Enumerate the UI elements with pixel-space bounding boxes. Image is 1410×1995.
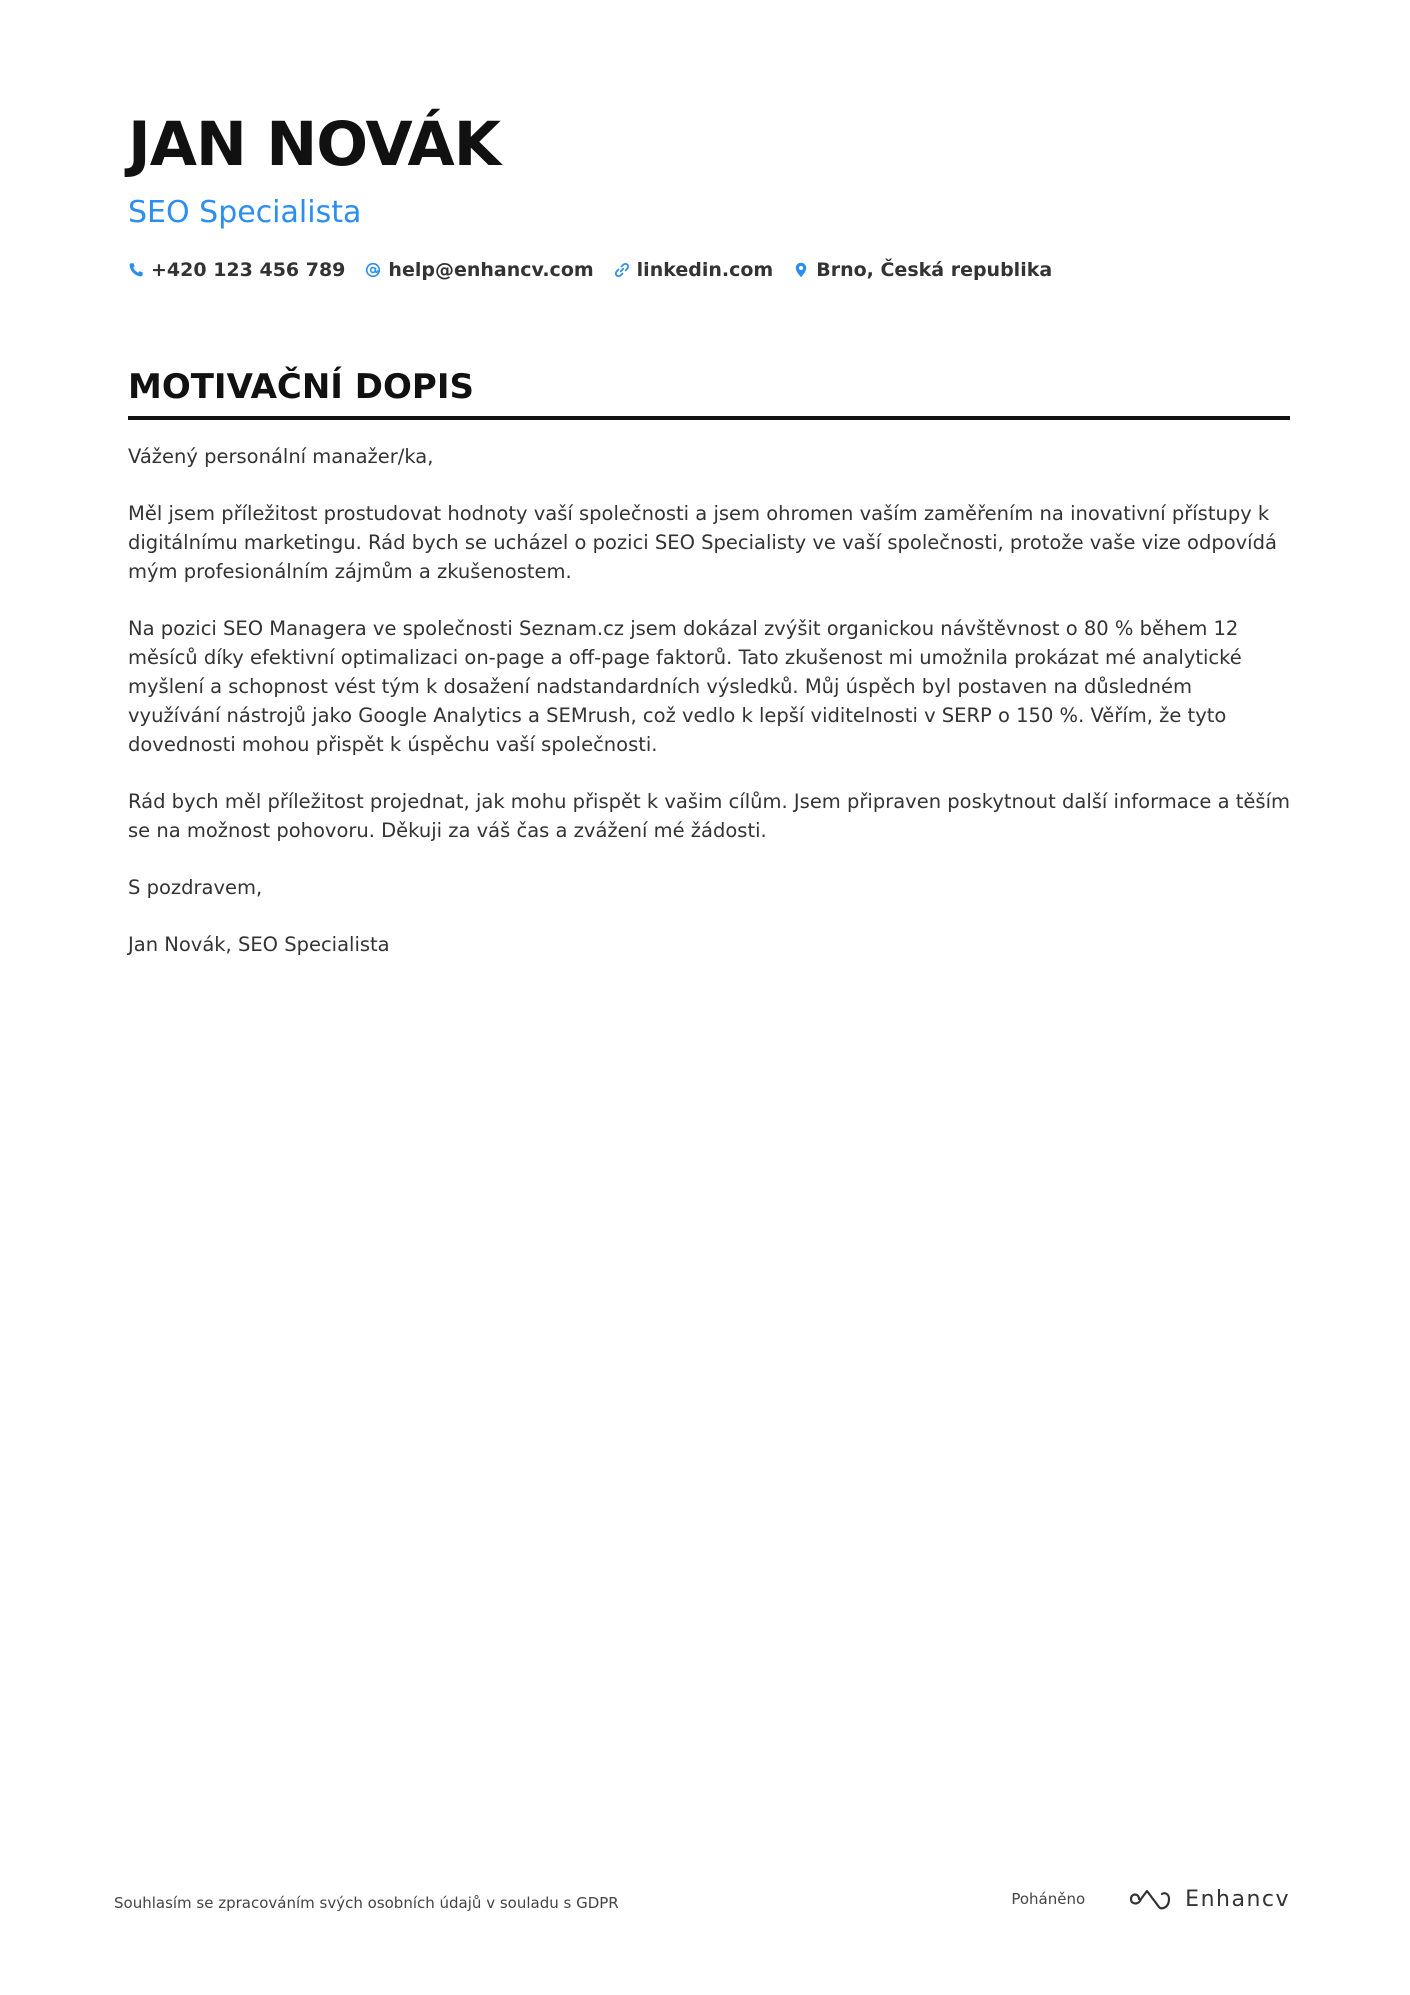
contact-bar <box>128 259 1290 281</box>
contact-linkedin[interactable] <box>614 259 774 281</box>
letter-signature: Jan Novák, SEO Specialista <box>128 933 390 956</box>
cover-letter-section <box>128 363 1290 987</box>
contact-location-text: Brno, Česká republika <box>816 259 1053 281</box>
contact-email-text: help@enhancv.com <box>388 259 594 281</box>
candidate-role: SEO Specialista <box>128 195 362 230</box>
at-icon <box>365 262 381 278</box>
enhancv-logo-icon <box>1127 1886 1173 1912</box>
header <box>128 105 1290 281</box>
powered-by-label: Poháněno <box>1011 1890 1086 1908</box>
contact-phone-text: +420 123 456 789 <box>151 259 346 281</box>
contact-location <box>793 259 1052 281</box>
letter-paragraph-2: Na pozici SEO Managera ve společnosti Seznam.cz jsem dokázal zvýšit organickou návštěvnost o 80 % během 12 měsíců díky efektivní optimalizaci on-page a off-page faktorů. Tato zkušenost mi umožnila prokázat mé analytické myšlení a schopnost vést tým k dosažení nadstandardních výsledků. Můj úspěch byl postaven na důsledném využívání nástrojů jako Google Analytics a SEMrush, což vedlo k lepší viditelnosti v SERP o 150 %. Věřím, že tyto dovednosti mohou přispět k úspěchu vaší společnosti. <box>128 617 1242 756</box>
section-divider <box>128 416 1290 420</box>
letter-greeting: Vážený personální manažer/ka, <box>128 445 434 468</box>
letter-closing: S pozdravem, <box>128 876 263 899</box>
letter-paragraph-3: Rád bych měl příležitost projednat, jak mohu přispět k vašim cílům. Jsem připraven poskytnout další informace a těším se na možnost pohovoru. Děkuji za váš čas a zvážení mé žádosti. <box>128 790 1290 842</box>
enhancv-brand[interactable] <box>1127 1886 1290 1912</box>
location-pin-icon <box>793 262 809 278</box>
phone-icon <box>128 262 144 278</box>
letter-paragraph-1: Měl jsem příležitost prostudovat hodnoty vaší společnosti a jsem ohromen vaším zaměřením na inovativní přístupy k digitálnímu marketingu. Rád bych se ucházel o pozici SEO Specialisty ve vaší společnosti, protože vaše vize odpovídá mým profesionálním zájmům a zkušenostem. <box>128 502 1277 583</box>
candidate-name: JAN NOVÁK <box>128 109 501 180</box>
link-icon <box>614 262 630 278</box>
contact-phone <box>128 259 345 281</box>
contact-email[interactable] <box>365 259 593 281</box>
contact-linkedin-text: linkedin.com <box>636 259 774 281</box>
section-title: MOTIVAČNÍ DOPIS <box>128 367 474 407</box>
letter-body <box>128 442 1290 959</box>
brand-name: Enhancv <box>1185 1886 1290 1912</box>
gdpr-consent: Souhlasím se zpracováním svých osobních údajů v souladu s GDPR <box>114 1894 619 1912</box>
footer-branding <box>1011 1886 1290 1912</box>
